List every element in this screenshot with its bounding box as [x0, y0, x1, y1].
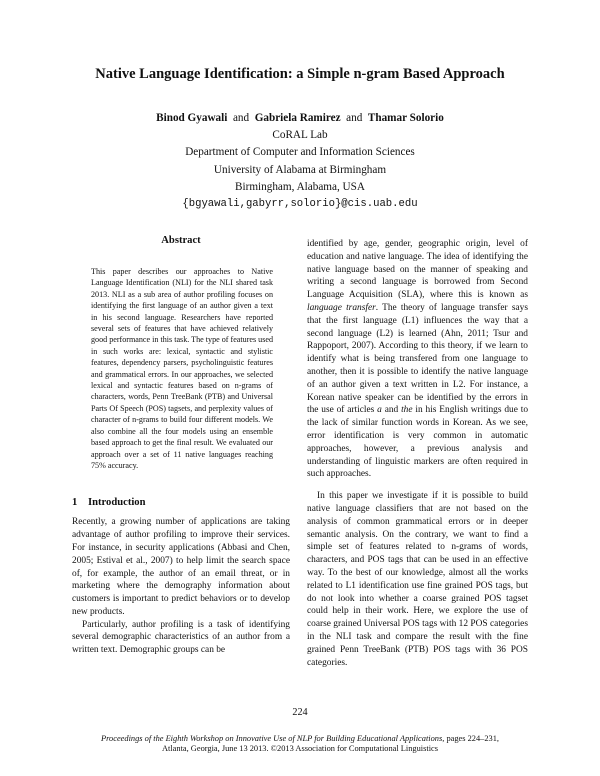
author-1: Binod Gyawali	[156, 112, 228, 124]
author-department: Department of Computer and Information Sciences	[185, 146, 415, 159]
right-column	[307, 238, 528, 669]
abstract-text: This paper describes our approaches to Native Language Identification (NLI) for the NLI shared task 2013. NLI as a sub area of author profiling focuses on identifying the first language of an author given a text in his second language. Researchers have reported several sets of features that have achieved relatively good performance in this task. The type of features used in such works are: lexical, syntactic and stylistic features, dependency parsers, psycholinguistic features and grammatical errors. In our approaches, we selected lexical and syntactic features based on n-grams of characters, words, Penn TreeBank (PTB) and Universal Parts Of Speech (POS) tagsets, and perplexity values of character of n-grams to build four different models. We also combine all the four models using an ensemble based approach to get the final result. We evaluated our approach over a set of 11 native languages reaching 75% accuracy.	[91, 267, 273, 470]
footer	[0, 734, 600, 755]
author-block	[0, 110, 600, 213]
term-article-the: the	[401, 405, 413, 416]
author-names	[0, 110, 600, 127]
footer-line-1	[0, 734, 600, 744]
author-lab: CoRAL Lab	[272, 129, 328, 142]
author-email: {bgyawali,gabyrr,solorio}@cis.uab.edu	[182, 198, 418, 211]
author-location: Birmingham, Alabama, USA	[235, 180, 365, 193]
section-number: 1	[72, 497, 78, 509]
paper-title: Native Language Identification: a Simple n-gram Based Approach	[95, 66, 505, 82]
author-2: Gabriela Ramirez	[254, 112, 341, 124]
section-title: Introduction	[88, 497, 146, 509]
term-language-transfer: language transfer	[307, 302, 376, 313]
introduction-paragraph-2: Particularly, author profiling is a task of identifying several demographic characteristics of an author from a written text. Demographic groups can be	[72, 619, 290, 656]
footer-line-2: Atlanta, Georgia, June 13 2013. ©2013 Association for Computational Linguistics	[161, 744, 439, 754]
author-university: University of Alabama at Birmingham	[213, 163, 387, 176]
author-3: Thamar Solorio	[367, 112, 444, 124]
right-paragraph-1: identified by age, gender, geographic origin, level of education and native language. The idea of identifying the native language based on the manner of speaking and writing a second language is borrowed from Second Language Acquisition (SLA), where this is known as language transfer. The theory of language transfer says that the first language (L1) influences the way that a second language (L2) is learned (Ahn, 2011; Tsur and Rappoport, 2007). According to this theory, if we learn to identify what is being transfered from one language to another, then it is possible to identify the native language of an author given a text written in L2. For instance, a Korean native speaker can be identified by the errors in the use of articles a and the in his English writings due to the lack of similar function words in Korean. As we see, error identification is very common in automatic approaches, however, a previous analysis and understanding of linguistic markers are often required in such approaches.	[307, 239, 528, 480]
left-column	[72, 235, 290, 657]
introduction-heading	[72, 497, 290, 508]
footer-venue: Proceedings of the Eighth Workshop on Innovative Use of NLP for Building Educational Applications	[100, 734, 443, 743]
term-article-a: a	[377, 405, 382, 416]
introduction-paragraph-1: Recently, a growing number of applications are taking advantage of author profiling to improve their services. For instance, in security applications (Abbasi and Chen, 2005; Estival et al., 2007) to help limit the search space of, for example, the author of an email threat, or in marketing where the demography information about customers is important to predict behaviors or to develop new products.	[72, 517, 290, 617]
footer-pages: , pages 224–231,	[442, 734, 500, 743]
author-separator-1: and	[232, 112, 250, 124]
author-separator-2: and	[346, 112, 363, 124]
right-paragraph-2: In this paper we investigate if it is possible to build native language classifiers that are not based on the analysis of common grammatical errors or in deeper semantic analysis. On the contrary, we want to find a simple set of features related to n-grams of words, characters, and POS tags that can be used in an effective way. To the best of our knowledge, almost all the works related to L1 identification use fine grained POS tags, but do not look into whether a coarse grained POS tagset could help in their work. Here, we explore the use of coarse grained Universal POS tags with 12 POS categories in the NLI task and compare the result with the fine grained Penn TreeBank (PTB) POS tags with 36 POS categories.	[307, 491, 528, 668]
page-number: 224	[292, 707, 308, 718]
abstract-heading: Abstract	[161, 235, 201, 246]
